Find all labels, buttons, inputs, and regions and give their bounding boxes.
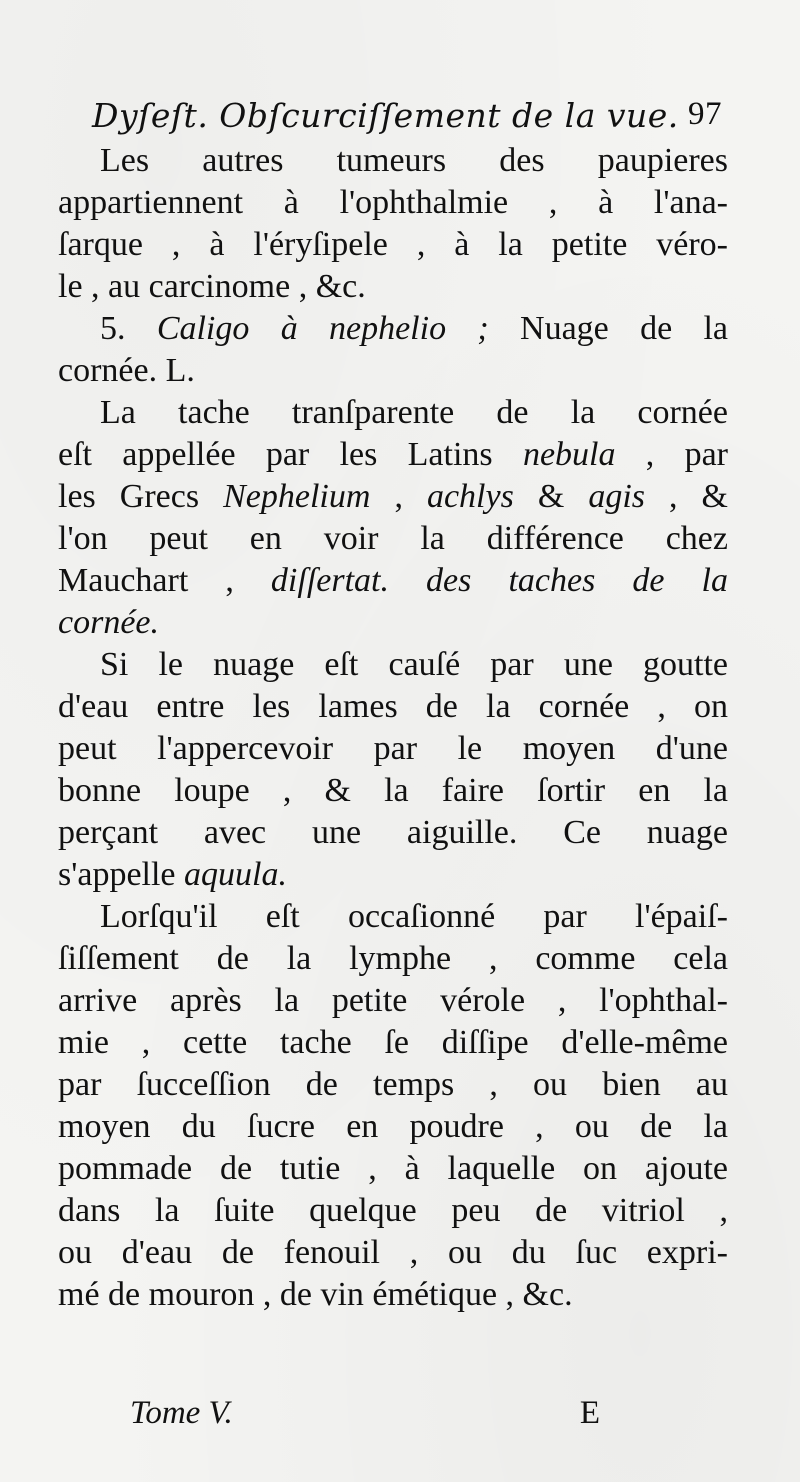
text-segment: les Grecs (58, 478, 224, 515)
text-segment: , (370, 478, 427, 515)
text-segment: d'eau entre les lames de la cornée , on (58, 688, 728, 725)
text-line (58, 686, 728, 728)
text-segment: peut l'appercevoir par le moyen d'une (58, 730, 728, 767)
text-line (58, 266, 728, 308)
body-text (58, 140, 728, 1316)
page-footer (130, 1395, 600, 1441)
text-segment: 5. (100, 310, 157, 347)
text-line (58, 1232, 728, 1274)
text-segment: ſiſſement de la lymphe , comme cela (58, 940, 728, 977)
text-segment: , & (645, 478, 729, 515)
signature-mark: E (579, 1395, 600, 1431)
text-line (58, 182, 728, 224)
text-line (58, 560, 728, 602)
text-segment: , par (615, 436, 729, 473)
text-line (58, 602, 728, 644)
text-line (58, 140, 728, 182)
text-segment: Si le nuage eſt cauſé par une goutte (100, 646, 728, 683)
text-line (58, 1022, 728, 1064)
text-line (58, 308, 728, 350)
text-segment: Les autres tumeurs des paupieres (100, 142, 728, 179)
text-line (58, 728, 728, 770)
text-line (58, 1148, 728, 1190)
text-segment: pommade de tutie , à laquelle on ajoute (58, 1150, 728, 1187)
italic-text: Nephelium (223, 478, 371, 515)
text-segment: perçant avec une aiguille. Ce nuage (58, 814, 728, 851)
text-line (58, 854, 728, 896)
text-line (58, 1064, 728, 1106)
text-segment: mé de mouron , de vin émétique , &c. (58, 1276, 573, 1313)
text-line (58, 1190, 728, 1232)
italic-text: aquula. (184, 856, 287, 893)
italic-text: agis (588, 478, 646, 515)
text-line (58, 392, 728, 434)
text-segment: ſarque , à l'éryſipele , à la petite véro- (58, 226, 728, 263)
text-segment: eſt appellée par les Latins (58, 436, 523, 473)
text-line (58, 770, 728, 812)
text-line (58, 476, 728, 518)
text-segment: par ſucceſſion de temps , ou bien au (58, 1066, 728, 1103)
text-line (58, 518, 728, 560)
text-segment: le , au carcinome , &c. (58, 268, 366, 305)
text-line (58, 812, 728, 854)
italic-text: cornée. (58, 604, 160, 641)
page-number: 97 (688, 96, 722, 132)
text-segment: Lorſqu'il eſt occaſionné par l'épaiſ- (100, 898, 728, 935)
page-header (92, 96, 722, 146)
text-line (58, 980, 728, 1022)
text-line (58, 434, 728, 476)
text-line (58, 224, 728, 266)
running-title: Dyſeſt. Obſcurciſſement de la vue. (92, 96, 679, 135)
text-segment: La tache tranſparente de la cornée (100, 394, 728, 431)
text-segment: appartiennent à l'ophthalmie , à l'ana- (58, 184, 728, 221)
text-line (58, 1274, 728, 1316)
text-line (58, 644, 728, 686)
volume-label: Tome V. (130, 1395, 233, 1431)
italic-text: achlys (426, 478, 514, 515)
text-segment: & (513, 478, 589, 515)
text-line (58, 938, 728, 980)
text-segment: arrive après la petite vérole , l'ophthal- (58, 982, 728, 1019)
text-segment: Mauchart , (58, 562, 271, 599)
text-segment: cornée. L. (58, 352, 195, 389)
text-segment: s'appelle (58, 856, 185, 893)
text-line (58, 350, 728, 392)
italic-text: diſſertat. des taches de la (270, 562, 728, 599)
text-segment: dans la ſuite quelque peu de vitriol , (58, 1192, 728, 1229)
italic-text: Caligo à nephelio ; (156, 310, 489, 347)
italic-text: nebula (522, 436, 616, 473)
text-segment: Nuage de la (488, 310, 729, 347)
text-segment: moyen du ſucre en poudre , ou de la (58, 1108, 728, 1145)
text-segment: mie , cette tache ſe diſſipe d'elle-même (58, 1024, 728, 1061)
text-segment: bonne loupe , & la faire ſortir en la (58, 772, 728, 809)
text-line (58, 1106, 728, 1148)
text-segment: ou d'eau de fenouil , ou du ſuc expri- (58, 1234, 728, 1271)
text-line (58, 896, 728, 938)
text-segment: l'on peut en voir la différence chez (58, 520, 728, 557)
